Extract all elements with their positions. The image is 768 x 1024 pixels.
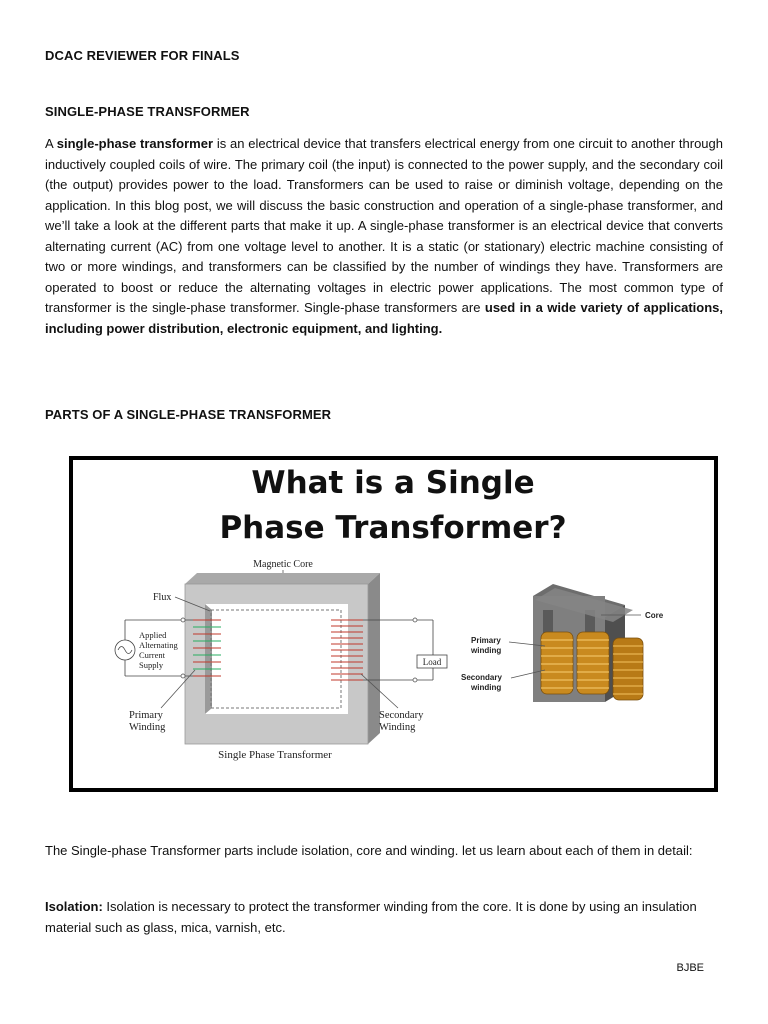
document-title: DCAC REVIEWER FOR FINALS — [45, 48, 240, 63]
label-primary-1: Primary — [129, 710, 163, 721]
transformer-diagram — [73, 460, 714, 788]
label-primary-winding-1: Primary — [471, 636, 501, 645]
label-core: Core — [645, 611, 664, 620]
transformer-figure — [69, 456, 718, 792]
label-load: Load — [422, 657, 442, 667]
section-heading-parts: PARTS OF A SINGLE-PHASE TRANSFORMER — [45, 407, 332, 422]
intro-applications-bold: used in a wide variety of applications, including power distribution, electronic equipment, and lighting. — [45, 300, 723, 336]
label-secondary-winding-1: Secondary — [461, 673, 502, 682]
label-supply-3: Current — [139, 650, 165, 660]
label-supply-4: Supply — [139, 660, 164, 670]
label-primary-winding-2: winding — [471, 646, 502, 655]
figure-title-line1: What is a Single — [251, 465, 535, 501]
schematic-caption: Single Phase Transformer — [218, 749, 332, 761]
intro-paragraph — [45, 134, 723, 339]
label-supply-2: Alternating — [139, 640, 178, 650]
intro-term-bold: single-phase transformer — [56, 136, 214, 151]
isolation-label: Isolation: — [45, 899, 103, 914]
isolation-text: Isolation is necessary to protect the transformer winding from the core. It is done by using an insulation material such as glass, mica, varnish, etc. — [45, 899, 697, 935]
label-magnetic-core: Magnetic Core — [253, 559, 313, 570]
core-top-face — [185, 573, 380, 584]
isolation-paragraph — [45, 897, 723, 938]
label-secondary-2: Winding — [379, 722, 416, 733]
label-secondary-winding-2: winding — [471, 683, 502, 692]
core-window — [205, 604, 348, 714]
label-supply-1: Applied — [139, 630, 167, 640]
intro-text-c: is an electrical device that transfers electrical energy from one circuit to another through inductively coupled coils of wire. The primary coil (the input) is connected to the power supply, and the secondary coil (the output) provides power to the load. Transformers can be used to raise or diminish voltage, depending on the application. In this blog post, we will discuss the basic construction and operation of a single-phase transformer, and we’ll take a look at the different parts that make it up. A single-phase transformer is an electrical device that converts alternating current (AC) from one voltage level to another. It is a static (or stationary) electric machine consisting of two or more windings, and transformers can be classified by the number of windings they have. Transformers are operated to boost or reduce the alternating voltages in electric power applications. The most common type of transformer is the single-phase transformer. Single-phase transformers are — [45, 136, 723, 315]
transformer-3d-illustration — [533, 584, 643, 702]
figure-title-line2: Phase Transformer? — [219, 510, 567, 546]
label-primary-2: Winding — [129, 722, 166, 733]
section-heading-single-phase: SINGLE-PHASE TRANSFORMER — [45, 104, 250, 119]
label-secondary-1: Secondary — [379, 710, 424, 721]
parts-intro-paragraph: The Single-phase Transformer parts include isolation, core and winding. let us learn about each of them in detail: — [45, 843, 693, 858]
footer-initials: BJBE — [676, 962, 704, 974]
intro-text-a: A — [45, 136, 57, 151]
label-flux: Flux — [153, 592, 172, 603]
